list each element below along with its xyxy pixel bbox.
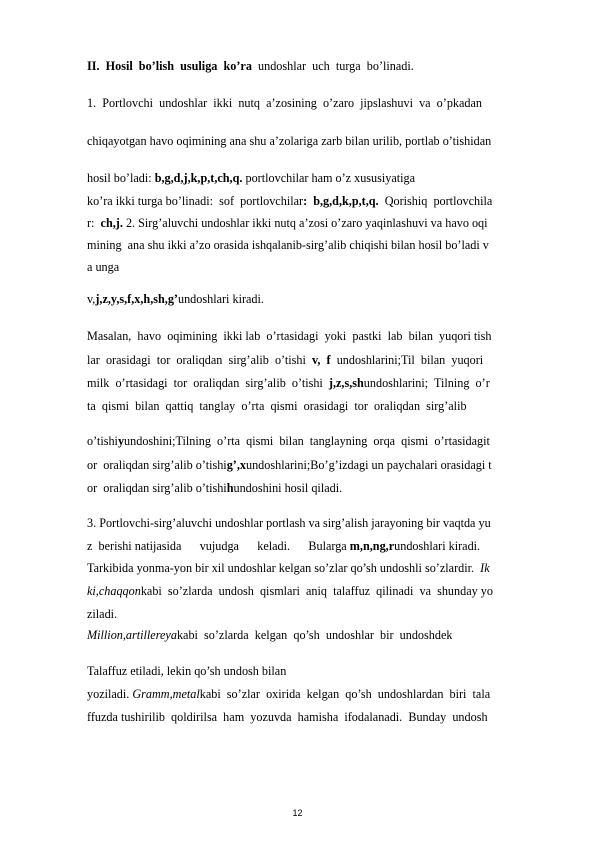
text-line	[87, 329, 548, 343]
page-number: 12	[292, 808, 303, 818]
bold-letters: : b,g,d,k,p,t,q.	[303, 194, 379, 208]
text-span: undoshlarini;Bo’g’izdagi un paychalari orasidagi t	[245, 458, 492, 472]
section-heading	[87, 59, 548, 73]
text-span: Masalan, havo oqimining ikki lab o’rtasidagi yoki pastki lab bilan yuqori tish	[87, 329, 492, 343]
text-span: 3. Portlovchi-sirg’aluvchi undoshlar portlash va sirg’alish jarayoning bir vaqtda yu	[87, 516, 491, 530]
text-line	[87, 458, 548, 472]
text-line	[87, 539, 548, 553]
italic-word: ki,chaqqon	[87, 584, 141, 598]
text-line	[87, 664, 548, 678]
bold-letters: m,n,ng,r	[349, 539, 395, 553]
text-span: or oraliqdan sirg’alib o’tishi	[87, 481, 227, 495]
text-line	[87, 260, 548, 274]
text-line	[87, 171, 548, 185]
text-line	[87, 481, 548, 495]
text-span: mining ana shu ikki a’zo orasida ishqalanib-sirg’alib chiqishi bilan hosil bo’ladi v	[87, 238, 489, 252]
text-span: chiqayotgan havo oqimining ana shu a’zolariga zarb bilan urilib, portlab o’tishidan	[87, 134, 492, 148]
text-span: o’tishi	[87, 434, 118, 448]
text-span: undoshlarini; Tilning o’r	[363, 376, 490, 390]
text-line	[87, 584, 548, 598]
bold-letters: y	[117, 434, 125, 448]
text-span: a unga	[87, 260, 120, 274]
text-span: 1. Portlovchi undoshlar ikki nutq a’zosining o’zaro jipslashuvi va o’pkadan	[87, 96, 483, 110]
text-line	[87, 516, 548, 530]
text-line	[87, 376, 548, 390]
text-span: Tarkibida yonma-yon bir xil undoshlar kelgan so’zlar qo’sh undoshli so’zlardir.	[87, 561, 481, 575]
text-span: kabi so’zlarda kelgan qo’sh undoshlar bir undoshdek	[176, 628, 453, 642]
text-span: milk o’rtasidagi tor oraliqdan sirg’alib o’tishi	[87, 376, 329, 390]
text-span: yoziladi.	[87, 687, 133, 701]
heading-rest: undoshlar uch turga bo’linadi.	[251, 59, 414, 73]
text-span: z berishi natijasida vujudga keladi. Bularga	[87, 539, 350, 553]
bold-letters: ch,j.	[100, 216, 123, 230]
text-span: hosil bo’ladi:	[87, 171, 155, 185]
text-span: kabi so’zlar oxirida kelgan qo’sh undoshlardan biri tala	[199, 687, 491, 701]
heading-bold: II. Hosil bo’lish usuliga ko’ra	[87, 59, 252, 73]
text-span: undoshlarini;Til bilan yuqori	[330, 353, 484, 367]
text-line	[87, 434, 548, 448]
bold-letters: g’,x	[226, 458, 246, 472]
text-span: undoshini;Tilning o’rta qismi bilan tanglayning orqa qismi o’rtasidagit	[124, 434, 490, 448]
text-line	[87, 710, 548, 724]
text-span: 2. Sirg’aluvchi undoshlar ikki nutq a’zosi o’zaro yaqinlashuvi va havo oqi	[122, 216, 488, 230]
italic-word: Ik	[480, 561, 490, 575]
bold-letters: j,z,s,sh	[328, 376, 364, 390]
bold-letters: h	[226, 481, 234, 495]
text-span: Talaffuz etiladi, lekin qo’sh undosh bilan	[87, 664, 287, 678]
bold-letters: b,g,d,j,k,p,t,ch,q.	[154, 171, 243, 185]
text-span: or oraliqdan sirg’alib o’tishi	[87, 458, 227, 472]
text-span: v,	[87, 292, 96, 306]
bold-letters: v, f	[311, 353, 331, 367]
text-line	[87, 238, 548, 252]
text-span: r:	[87, 216, 101, 230]
text-span: undoshini hosil qiladi.	[233, 481, 343, 495]
italic-word: Gramm,metal	[132, 687, 200, 701]
text-line	[87, 687, 548, 701]
text-line	[87, 399, 548, 413]
text-span: kabi so’zlarda undosh qismlari aniq talaffuz qilinadi va shunday yo	[140, 584, 493, 598]
text-span: ffuzda tushirilib qoldirilsa ham yozuvda hamisha ifodalanadi. Bunday undosh	[87, 710, 488, 724]
text-span: ta qismi bilan qattiq tanglay o’rta qismi orasidagi tor oraliqdan sirg’alib	[87, 399, 467, 413]
text-line	[87, 96, 548, 110]
text-line	[87, 134, 548, 148]
text-span: portlovchilar ham o’z xususiyatiga	[242, 171, 416, 185]
bold-letters: j,z,y,s,f,x,h,sh,g’	[95, 292, 178, 306]
text-span: ko’ra ikki turga bo’linadi: sof portlovchilar	[87, 194, 304, 208]
text-line	[87, 628, 548, 642]
text-line	[87, 353, 548, 367]
text-span: lar orasidagi tor oraliqdan sirg’alib o’tishi	[87, 353, 312, 367]
text-span: undoshlari kiradi.	[177, 292, 264, 306]
text-line	[87, 607, 548, 621]
text-line	[87, 194, 548, 208]
text-span: undoshlari kiradi.	[394, 539, 481, 553]
text-span: Qorishiq portlovchila	[378, 194, 493, 208]
italic-word: Million,artillereya	[87, 628, 177, 642]
text-line	[87, 292, 548, 306]
text-span: ziladi.	[87, 607, 118, 621]
text-line	[87, 561, 548, 575]
text-line	[87, 216, 548, 230]
